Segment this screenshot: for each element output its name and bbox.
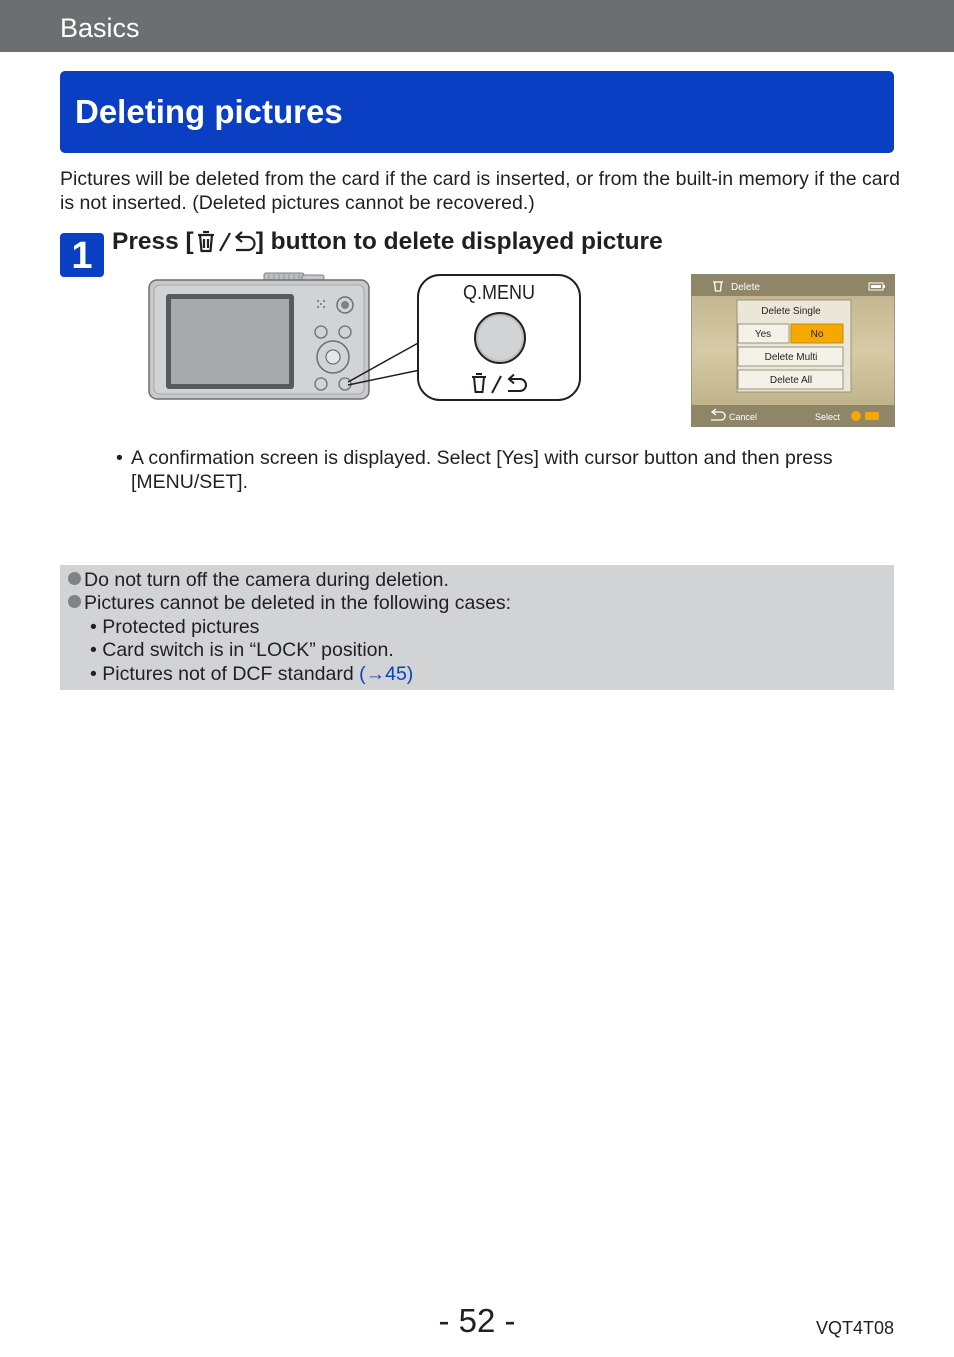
page-45-link[interactable]: (→45) [359, 663, 414, 685]
cursor-button-icon [851, 411, 861, 421]
trash-return-icon [194, 229, 256, 253]
note-item [68, 592, 511, 616]
bullet-mark: • [116, 447, 123, 469]
step-number: 1 [60, 233, 104, 277]
option-delete-multi: Delete Multi [764, 352, 818, 363]
note-subitem: • Card switch is in “LOCK” position. [90, 639, 394, 661]
model-code: VQT4T08 [815, 1318, 894, 1338]
bullet-circle-icon [68, 595, 81, 608]
note-item [68, 569, 449, 593]
note-subtext: Pictures not of DCF standard [102, 663, 360, 685]
confirmation-text: A confirmation screen is displayed. Select [Yes] with cursor button and then press [MENU/SET]. [131, 447, 833, 493]
qmenu-label: Q.MENU [463, 282, 535, 304]
option-no: No [810, 329, 824, 340]
bullet-circle-icon [68, 572, 81, 585]
step-heading [112, 228, 663, 256]
option-delete-all: Delete All [769, 375, 813, 386]
page-number: - 52 - [438, 1302, 516, 1339]
section-title: Basics [60, 13, 140, 43]
screen-select: Select [815, 412, 841, 422]
step-heading-end: ] button to delete displayed picture [255, 228, 663, 255]
notes-box [60, 565, 894, 690]
note-text: Pictures cannot be deleted in the following cases: [84, 592, 512, 614]
note-text: Do not turn off the camera during deletion. [84, 569, 449, 591]
screen-title: Delete [731, 282, 760, 293]
note-subtext: Card switch is in “LOCK” position. [102, 639, 394, 661]
note-subitem: • Protected pictures [90, 616, 260, 638]
option-delete-single: Delete Single [761, 306, 821, 317]
intro-text: Pictures will be deleted from the card if the card is inserted, or from the built-in memory if the card is not inserted. (Deleted pictures cannot be recovered.) [60, 168, 900, 214]
set-button-icon [865, 412, 879, 420]
page-title-box [60, 71, 894, 153]
delete-confirmation-screen [691, 274, 895, 427]
screen-cancel: Cancel [729, 412, 758, 422]
option-yes: Yes [754, 329, 772, 340]
note-subitem: • Pictures not of DCF standard (→45) [90, 663, 414, 685]
header-bar [0, 0, 954, 52]
step-heading-start: Press [ [112, 228, 194, 255]
page-title: Deleting pictures [75, 93, 343, 130]
confirmation-note [116, 447, 896, 494]
note-subtext: Protected pictures [102, 616, 260, 638]
camera-back-illustration [148, 272, 588, 404]
